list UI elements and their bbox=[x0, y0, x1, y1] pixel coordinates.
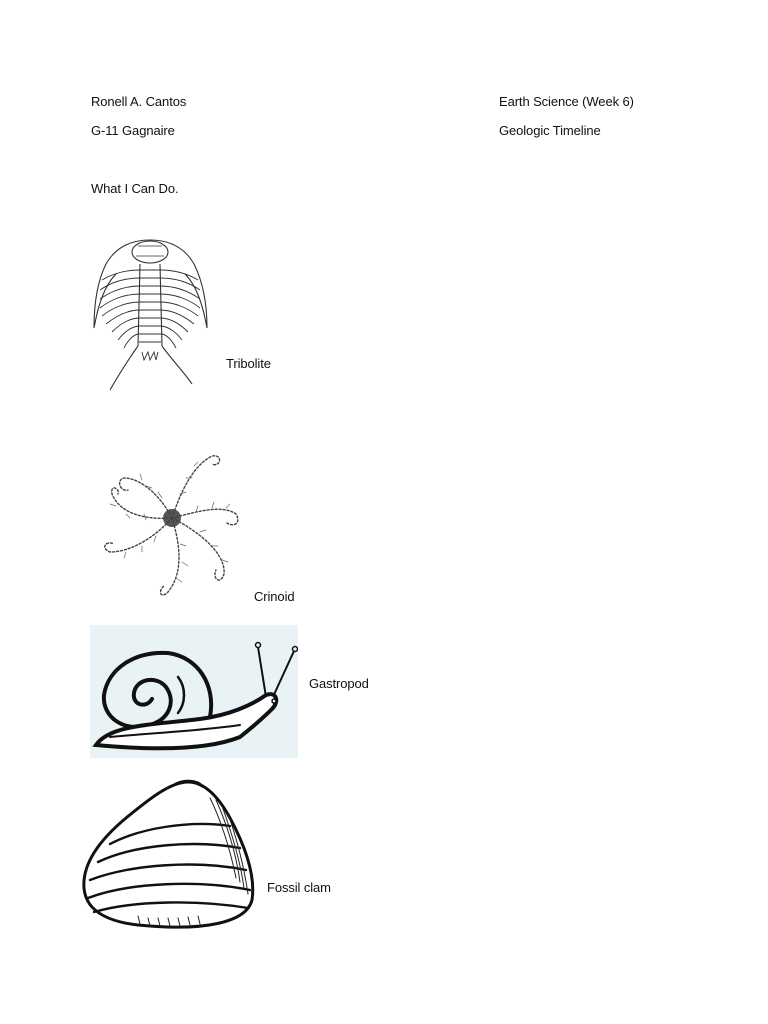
snail-illustration bbox=[90, 625, 298, 758]
fossil-label-tribolite: Tribolite bbox=[226, 356, 271, 371]
clam-shell-illustration bbox=[80, 778, 258, 932]
fossil-label-fossil-clam: Fossil clam bbox=[267, 880, 331, 895]
student-section: G-11 Gagnaire bbox=[91, 123, 175, 138]
fossil-label-crinoid: Crinoid bbox=[254, 589, 295, 604]
trilobite-illustration bbox=[88, 236, 213, 396]
subject-title: Earth Science (Week 6) bbox=[499, 94, 634, 109]
crinoid-illustration bbox=[92, 440, 242, 605]
activity-title: What I Can Do. bbox=[91, 181, 179, 196]
topic-title: Geologic Timeline bbox=[499, 123, 601, 138]
fossil-label-gastropod: Gastropod bbox=[309, 676, 369, 691]
student-name: Ronell A. Cantos bbox=[91, 94, 187, 109]
